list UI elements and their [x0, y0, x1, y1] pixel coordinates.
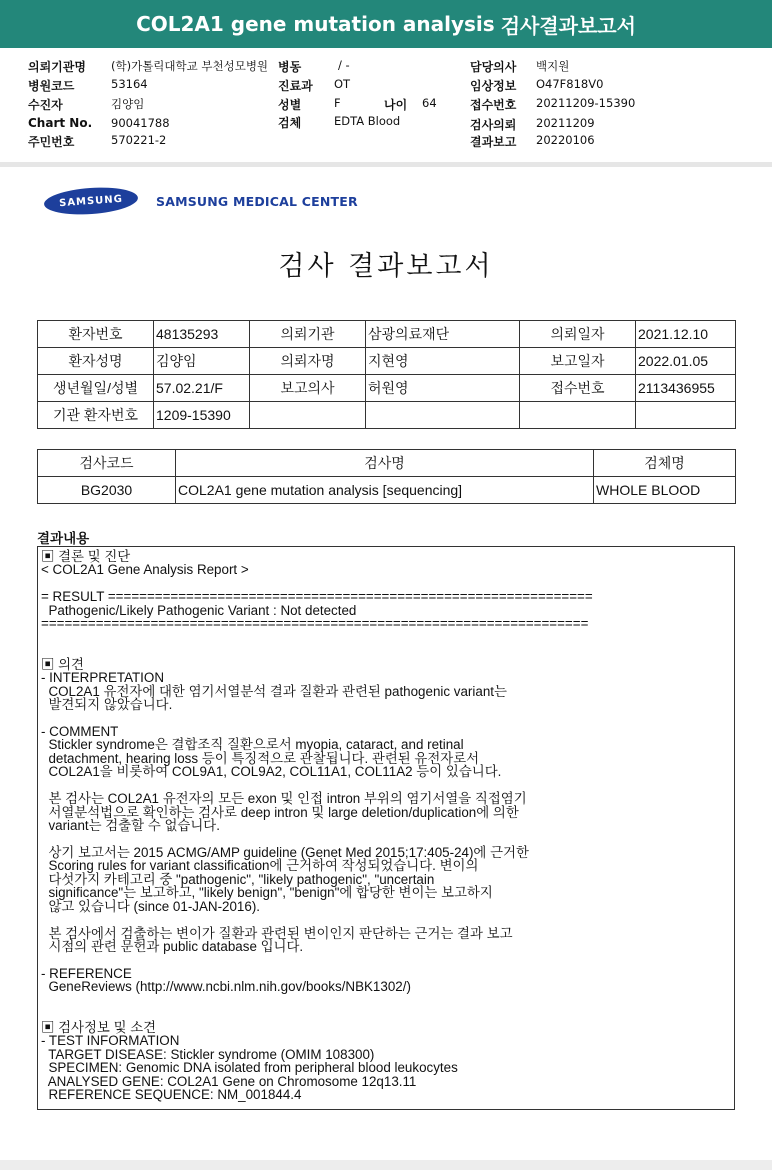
result-content-box — [37, 546, 735, 1110]
header-value: (학)가톨릭대학교 부천성모병원 — [111, 59, 269, 73]
header-label: 진료과 — [278, 79, 313, 93]
samsung-logo-mark: SAMSUNG — [43, 185, 139, 217]
table-row — [38, 375, 736, 402]
header-label: 결과보고 — [470, 135, 517, 149]
header-value: F — [334, 96, 341, 110]
table-row — [38, 477, 736, 504]
result-line: detachment, hearing loss 등이 특징적으로 관찰됩니다. 관련된 유전자로서 — [41, 750, 480, 766]
header-label: 나이 — [384, 98, 408, 112]
header-label: 담당의사 — [470, 60, 517, 74]
table-cell: 57.02.21/F — [154, 375, 250, 402]
result-line: variant는 검출할 수 없습니다. — [41, 818, 220, 833]
section-divider — [0, 162, 772, 167]
table-cell — [366, 402, 520, 429]
header-label: 주민번호 — [28, 135, 75, 149]
header-value: 20220106 — [536, 133, 595, 147]
table-cell — [250, 402, 366, 429]
hospital-logo — [44, 188, 358, 214]
header-value: O47F818V0 — [536, 77, 604, 91]
column-header: 검체명 — [594, 450, 736, 477]
table-cell: 환자성명 — [38, 348, 154, 375]
header-value: EDTA Blood — [334, 114, 401, 128]
table-cell: 김양임 — [154, 348, 250, 375]
result-line: - REFERENCE — [41, 965, 132, 981]
table-cell: COL2A1 gene mutation analysis [sequencing] — [176, 477, 594, 504]
header-label: 의뢰기관명 — [28, 60, 86, 74]
result-line: ▣ 결론 및 진단 — [41, 549, 131, 564]
table-cell: BG2030 — [38, 477, 176, 504]
table-header-row — [38, 450, 736, 477]
result-line: 않고 있습니다 (since 01-JAN-2016). — [41, 898, 261, 914]
result-line: TARGET DISEASE: Stickler syndrome (OMIM 108300) — [41, 1046, 375, 1062]
header-value: 20211209-15390 — [536, 96, 636, 110]
result-section-title: 결과내용 — [37, 531, 90, 547]
table-cell: 의뢰자명 — [250, 348, 366, 375]
result-line: Pathogenic/Likely Pathogenic Variant : Not detected — [41, 602, 357, 618]
banner-title-en: COL2A1 gene mutation analysis — [136, 12, 495, 36]
table-cell: 접수번호 — [520, 375, 636, 402]
result-line: - COMMENT — [41, 723, 119, 739]
table-cell: 2022.01.05 — [636, 348, 736, 375]
result-line: Scoring rules for variant classification에 근거하여 작성되었습니다. 변이의 — [41, 858, 479, 874]
table-cell: 2113436955 — [636, 375, 736, 402]
document-title: 검사 결과보고서 — [278, 251, 494, 282]
report-banner — [0, 0, 772, 48]
header-value: 90041788 — [111, 116, 170, 130]
table-cell: 환자번호 — [38, 321, 154, 348]
table-cell: 48135293 — [154, 321, 250, 348]
result-line: 본 검사에서 검출하는 변이가 질환과 관련된 변이인지 판단하는 근거는 결과 보고 — [41, 925, 513, 941]
table-cell: 기관 환자번호 — [38, 402, 154, 429]
header-label: Chart No. — [28, 116, 93, 130]
table-cell: 2021.12.10 — [636, 321, 736, 348]
table-cell: 보고의사 — [250, 375, 366, 402]
result-line: ====================================================================== — [41, 616, 589, 632]
table-cell: 보고일자 — [520, 348, 636, 375]
result-line: COL2A1 유전자에 대한 염기서열분석 결과 질환과 관련된 pathogenic variant는 — [41, 683, 507, 699]
result-line: 상기 보고서는 2015 ACMG/AMP guideline (Genet Med 2015;17:405-24)에 근거한 — [41, 844, 529, 860]
table-row — [38, 321, 736, 348]
header-value: 570221-2 — [111, 133, 167, 147]
header-value: 김양임 — [111, 97, 145, 111]
hospital-name: SAMSUNG MEDICAL CENTER — [156, 193, 358, 209]
table-cell: 삼광의료재단 — [366, 321, 520, 348]
table-cell — [520, 402, 636, 429]
table-row — [38, 402, 736, 429]
request-header — [0, 48, 772, 160]
header-label: 임상정보 — [470, 79, 517, 93]
header-value: 53164 — [111, 77, 148, 91]
result-line: REFERENCE SEQUENCE: NM_001844.4 — [41, 1087, 302, 1102]
result-line: ANALYSED GENE: COL2A1 Gene on Chromosome 12q13.11 — [41, 1073, 417, 1089]
header-label: 병동 — [278, 60, 302, 74]
header-value: 20211209 — [536, 116, 595, 130]
header-label: 수진자 — [28, 98, 63, 112]
header-value: / - — [338, 58, 350, 72]
result-line: significance"는 보고하고, "likely benign", "benign"에 합당한 변이는 보고하지 — [41, 885, 493, 901]
header-label: 검사의뢰 — [470, 118, 517, 132]
result-line: Stickler syndrome은 결합조직 질환으로서 myopia, cataract, and retinal — [41, 737, 464, 753]
column-header: 검사명 — [176, 450, 594, 477]
result-line: - TEST INFORMATION — [41, 1033, 180, 1049]
result-line: 다섯가지 카테고리 중 "pathogenic", "likely pathogenic", "uncertain — [41, 871, 435, 887]
result-line: 발견되지 않았습니다. — [41, 696, 173, 712]
result-line: < COL2A1 Gene Analysis Report > — [41, 562, 249, 578]
result-line: ▣ 의견 — [41, 656, 84, 672]
table-cell: 지현영 — [366, 348, 520, 375]
table-cell: 의뢰기관 — [250, 321, 366, 348]
header-label: 접수번호 — [470, 98, 517, 112]
result-line: COL2A1을 비롯하여 COL9A1, COL9A2, COL11A1, COL11A2 등이 있습니다. — [41, 764, 502, 780]
result-line: 서열분석법으로 확인하는 검사로 deep intron 및 large deletion/duplication에 의한 — [41, 804, 519, 820]
table-cell: 1209-15390 — [154, 402, 250, 429]
column-header: 검사코드 — [38, 450, 176, 477]
table-cell: 의뢰일자 — [520, 321, 636, 348]
table-cell: 생년월일/성별 — [38, 375, 154, 402]
result-line: = RESULT ============================================================== — [41, 589, 593, 605]
result-line: - INTERPRETATION — [41, 670, 164, 686]
result-line: 본 검사는 COL2A1 유전자의 모든 exon 및 인접 intron 부위의 염기서열을 직접염기 — [41, 791, 527, 807]
table-row — [38, 348, 736, 375]
footer-bar — [0, 1160, 772, 1170]
test-info-table — [37, 449, 736, 504]
table-cell: WHOLE BLOOD — [594, 477, 736, 504]
header-value: OT — [334, 77, 351, 91]
header-label: 병원코드 — [28, 79, 75, 93]
header-label: 검체 — [278, 116, 302, 130]
header-value: 백지원 — [536, 59, 570, 73]
result-line: 시점의 관련 문헌과 public database 입니다. — [41, 939, 304, 955]
result-line: SPECIMEN: Genomic DNA isolated from peripheral blood leukocytes — [41, 1060, 458, 1076]
table-cell — [636, 402, 736, 429]
header-value: 64 — [422, 96, 437, 110]
header-label: 성별 — [278, 98, 302, 112]
patient-info-table — [37, 320, 736, 429]
table-cell: 허원영 — [366, 375, 520, 402]
result-line: GeneReviews (http://www.ncbi.nlm.nih.gov/books/NBK1302/) — [41, 979, 411, 995]
result-line: ▣ 검사정보 및 소견 — [41, 1019, 157, 1035]
banner-title-ko: 검사결과보고서 — [500, 13, 636, 38]
